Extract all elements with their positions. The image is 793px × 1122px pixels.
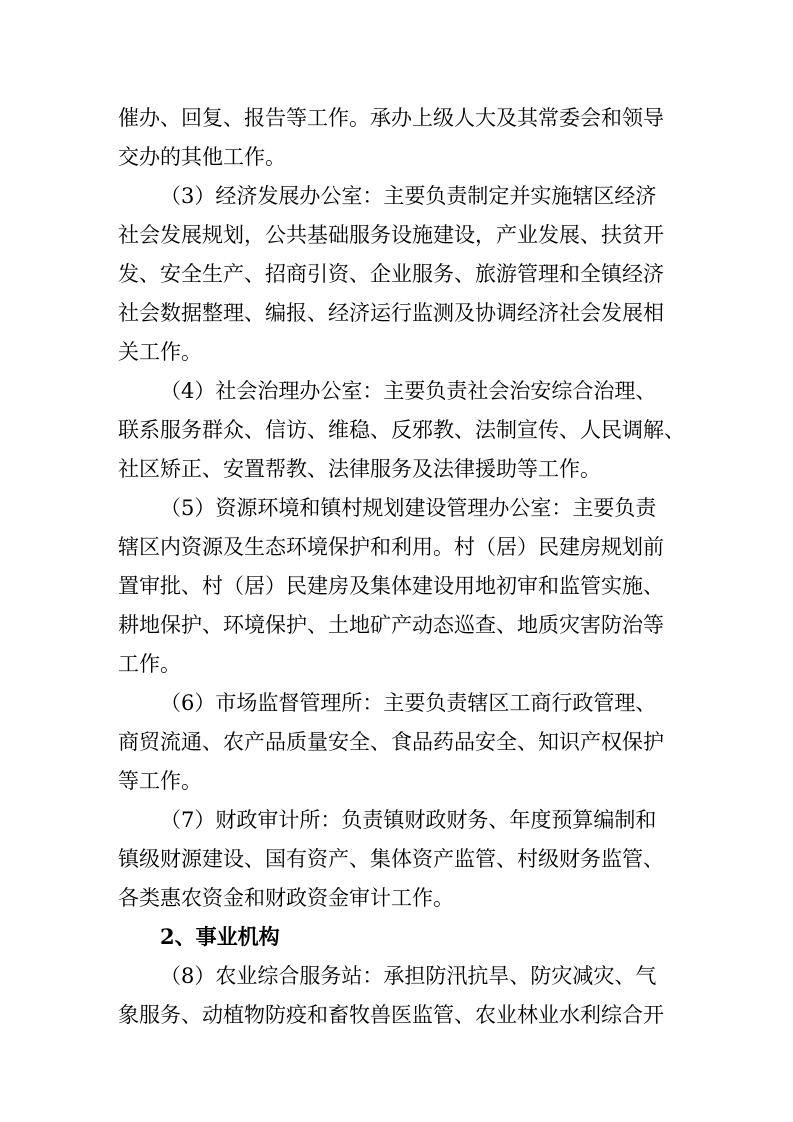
text-line: 象服务、动植物防疫和畜牧兽医监管、农业林业水利综合开 xyxy=(118,1003,664,1027)
text-line: 催办、回复、报告等工作。承办上级人大及其常委会和领导 xyxy=(118,106,664,130)
text-line: 联系服务群众、信访、维稳、反邪教、法制宣传、人民调解、 xyxy=(118,418,685,442)
text-line: 社区矫正、安置帮教、法律服务及法律援助等工作。 xyxy=(118,457,601,481)
text-line: 社会数据整理、编报、经济运行监测及协调经济社会发展相 xyxy=(118,301,664,325)
text-line: 工作。 xyxy=(118,652,181,676)
text-line: 置审批、村（居）民建房及集体建设用地初审和监管实施、 xyxy=(118,574,664,598)
paragraph-start-line: （3）经济发展办公室：主要负责制定并实施辖区经济 xyxy=(160,184,657,208)
section-heading: 2、事业机构 xyxy=(160,924,280,949)
text-line: 社会发展规划，公共基础服务设施建设，产业发展、扶贫开 xyxy=(118,223,664,247)
text-line: 商贸流通、农产品质量安全、食品药品安全、知识产权保护 xyxy=(118,730,664,754)
text-line: 发、安全生产、招商引资、企业服务、旅游管理和全镇经济 xyxy=(118,262,664,286)
text-line: 辖区内资源及生态环境保护和利用。村（居）民建房规划前 xyxy=(118,535,664,559)
text-line: 等工作。 xyxy=(118,769,202,793)
paragraph-start-line: （7）财政审计所：负责镇财政财务、年度预算编制和 xyxy=(160,808,657,832)
paragraph-start-line: （4）社会治理办公室：主要负责社会治安综合治理、 xyxy=(160,379,657,403)
text-line: 耕地保护、环境保护、土地矿产动态巡查、地质灾害防治等 xyxy=(118,613,664,637)
text-line: 交办的其他工作。 xyxy=(118,145,286,169)
text-line: 关工作。 xyxy=(118,340,202,364)
text-line: 各类惠农资金和财政资金审计工作。 xyxy=(118,886,454,910)
paragraph-start-line: （6）市场监督管理所：主要负责辖区工商行政管理、 xyxy=(160,691,657,715)
paragraph-start-line: （8）农业综合服务站：承担防汛抗旱、防灾减灾、气 xyxy=(160,964,657,988)
text-line: 镇级财源建设、国有资产、集体资产监管、村级财务监管、 xyxy=(118,847,664,871)
paragraph-start-line: （5）资源环境和镇村规划建设管理办公室：主要负责 xyxy=(160,496,657,520)
